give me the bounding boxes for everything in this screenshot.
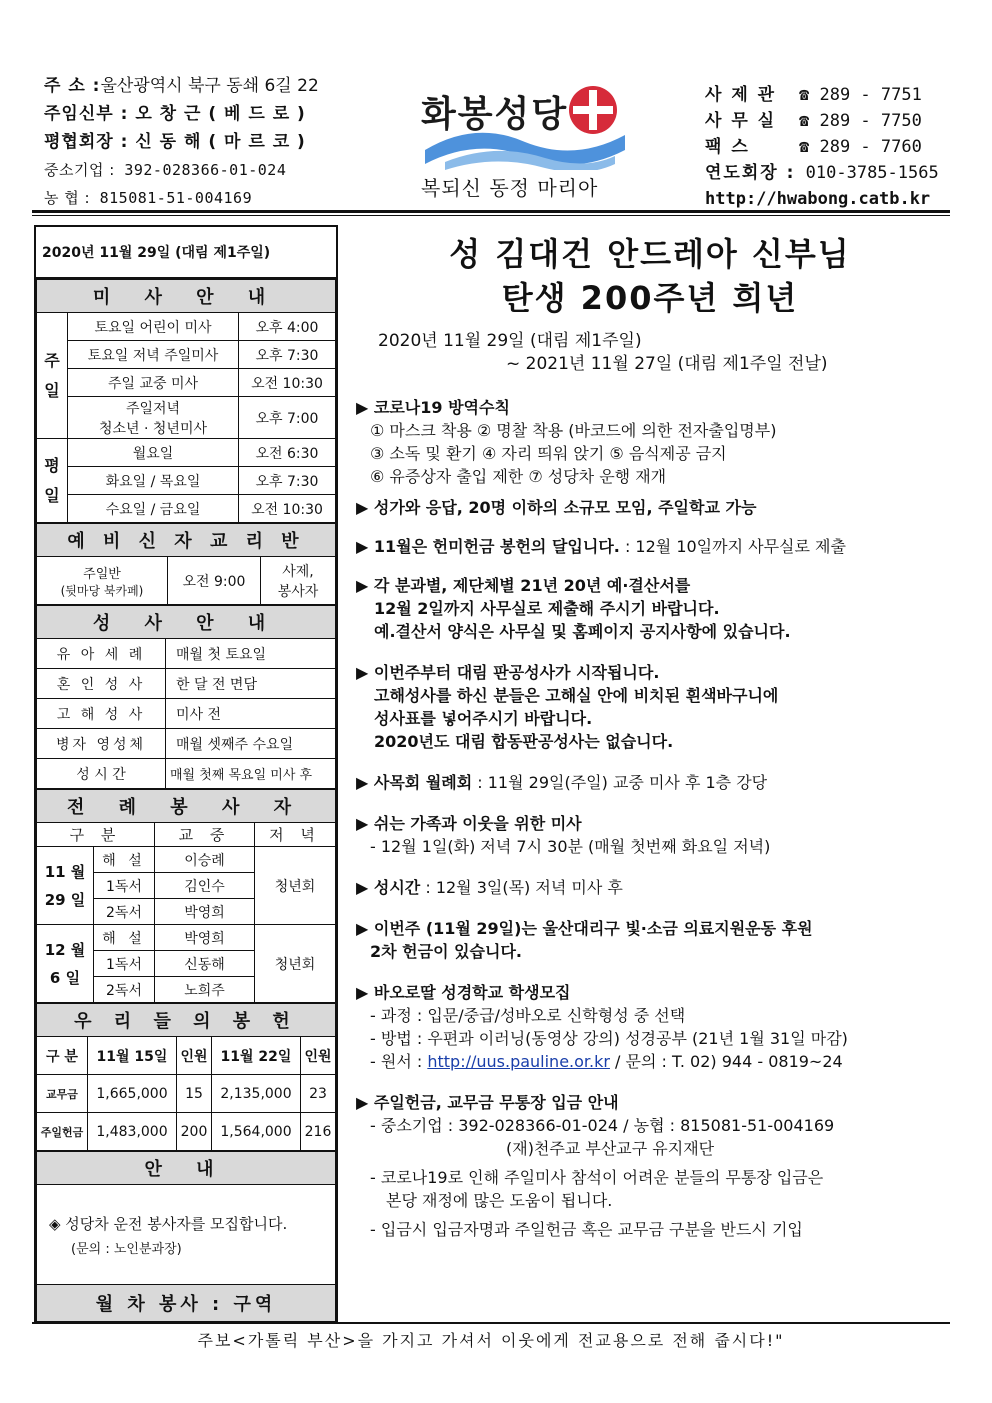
liturgy-role: 2독서: [94, 977, 155, 1003]
offering-title: 우 리 들 의 봉 헌: [37, 1004, 336, 1037]
liturgy-person: 박영희: [155, 925, 255, 951]
website-link[interactable]: http://hwabong.catb.kr: [705, 189, 931, 209]
notice-contact: (문의 : 노인분과장): [71, 1241, 182, 1257]
office-phone: 사 무 실 ☎ 289 - 7750: [705, 111, 922, 131]
liturgy-date: 11 월 29 일: [37, 847, 94, 925]
header-divider-thin: [32, 215, 950, 216]
mass-name: 월요일: [68, 439, 239, 467]
district-head-phone: 연도회장 : 010-3785-1565: [705, 163, 939, 183]
liturgy-date: 12 월 6 일: [37, 925, 94, 1003]
header-info-left: [44, 72, 344, 212]
rectory-phone: 사 제 관 ☎ 289 - 7751: [705, 85, 922, 105]
bank-transfer-holder: (재)천주교 부산교구 유지재단: [506, 1139, 715, 1158]
sacrament-name: 유 아 세 례: [37, 639, 166, 669]
sacrament-name: 병자 영성체: [37, 729, 166, 759]
offering-amount: 2,135,000: [212, 1075, 301, 1113]
header-contacts: [705, 82, 955, 212]
liturgy-role: 해 설: [94, 925, 155, 951]
council-president-row: 평협회장 : 신 동 해 ( 마 르 코 ): [44, 132, 306, 152]
mass-time: 오후 4:00: [239, 313, 336, 341]
liturgy-head: 저 녁: [255, 823, 336, 847]
offering-amount: 1,665,000: [88, 1075, 177, 1113]
offering-type: 교무금: [37, 1075, 88, 1113]
confession-notice-line: 2020년도 대림 합동판공성사는 없습니다.: [374, 732, 674, 751]
sacrament-value: 매월 첫 토요일: [166, 639, 336, 669]
bible-school-detail: - 원서 : http://uus.pauline.or.kr / 문의 : T. 02) 944 - 0819~24: [370, 1052, 843, 1071]
budget-notice-line: 예.결산서 양식은 사무실 및 홈페이지 공지사항에 있습니다.: [374, 622, 791, 641]
liturgy-evening: 청년회: [255, 847, 336, 925]
mass-time: 오전 6:30: [239, 439, 336, 467]
bible-school-detail: - 방법 : 우편과 이러닝(동영상 강의) 성경공부 (21년 1월 31일 마감): [370, 1029, 848, 1048]
pastor-row: 주임신부 : 오 창 근 ( 베 드 로 ): [44, 104, 306, 124]
mass-name: 주일 교중 미사: [68, 369, 239, 397]
holy-hour-notice: ▶ 성시간 : 12월 3일(목) 저녁 미사 후: [356, 878, 623, 897]
offering-head: 11월 22일: [212, 1037, 301, 1075]
pauline-link[interactable]: http://uus.pauline.or.kr: [427, 1052, 610, 1071]
covid-rules-heading: ▶ 코로나19 방역수칙: [356, 398, 510, 417]
offering-head: 인원: [301, 1037, 336, 1075]
mass-name: 화요일 / 목요일: [68, 467, 239, 495]
sunday-label: 주 일: [37, 313, 68, 439]
sacrament-value: 매월 셋째주 수요일: [166, 729, 336, 759]
catechumen-table: [36, 523, 336, 605]
sacrament-value: 한 달 전 면담: [166, 669, 336, 699]
footer-divider: [32, 1322, 950, 1324]
liturgy-head: 교 중: [155, 823, 255, 847]
covid-rule-line: ⑥ 유증상자 출입 제한 ⑦ 성당차 운행 재개: [370, 467, 667, 486]
left-info-column: [34, 225, 338, 1324]
pastoral-meeting-notice: ▶ 사목회 월례회 : 11월 29일(주일) 교중 미사 후 1층 강당: [356, 773, 768, 792]
offering-type: 주일헌금: [37, 1113, 88, 1151]
mass-time: 오전 10:30: [239, 495, 336, 523]
jubilee-title-line2: 탄생 200주년 희년: [501, 279, 799, 317]
notice-body: [37, 1185, 336, 1285]
catechumen-time: 오전 9:00: [168, 557, 261, 605]
notice-title: 안 내: [37, 1152, 336, 1185]
rest-mass-detail: - 12월 1일(화) 저녁 7시 30분 (매월 첫번째 화요일 저녁): [370, 837, 771, 856]
sacrament-value: 매월 첫째 목요일 미사 후: [166, 759, 336, 789]
bank-transfer-detail: - 코로나19로 인해 주일미사 참석이 어려운 분들의 무통장 입금은: [370, 1168, 824, 1187]
offering-table: [36, 1003, 336, 1151]
mass-name: 토요일 저녁 주일미사: [68, 341, 239, 369]
offering-head: 11월 15일: [88, 1037, 177, 1075]
offering-amount: 1,564,000: [212, 1113, 301, 1151]
jubilee-title: [360, 232, 940, 320]
liturgy-table: [36, 789, 336, 1003]
jubilee-period-start: 2020년 11월 29일 (대림 제1주일): [378, 331, 642, 351]
sacrament-name: 혼 인 성 사: [37, 669, 166, 699]
small-group-notice: ▶ 성가와 응답, 20명 이하의 소규모 모임, 주일학교 가능: [356, 498, 757, 517]
budget-notice-line: 12월 2일까지 사무실로 제출해 주시기 바랍니다.: [374, 599, 720, 618]
liturgy-role: 2독서: [94, 899, 155, 925]
offering-amount: 1,483,000: [88, 1113, 177, 1151]
sacrament-table: [36, 605, 336, 789]
bank-transfer-heading: ▶ 주일헌금, 교무금 무통장 입금 안내: [356, 1093, 619, 1112]
liturgy-person: 박영희: [155, 899, 255, 925]
church-name: 화봉성당: [421, 94, 569, 135]
mass-schedule-table: [36, 279, 336, 523]
mass-name: 수요일 / 금요일: [68, 495, 239, 523]
bulletin-date: 2020년 11월 29일 (대림 제1주일): [36, 227, 336, 278]
offering-head: 구 분: [37, 1037, 88, 1075]
notice-main: ◈ 성당차 운전 봉사자를 모집합니다.: [49, 1214, 288, 1233]
liturgy-person: 김인수: [155, 873, 255, 899]
sacrament-value: 미사 전: [166, 699, 336, 729]
bible-school-heading: ▶ 바오로딸 성경학교 학생모집: [356, 983, 571, 1002]
mass-time: 오후 7:30: [239, 467, 336, 495]
rest-mass-heading: ▶ 쉬는 가족과 이웃을 위한 미사: [356, 814, 582, 833]
confession-notice-line: 성사표를 넣어주시기 바랍니다.: [374, 709, 593, 728]
liturgy-evening: 청년회: [255, 925, 336, 1003]
liturgy-head: 구 분: [37, 823, 155, 847]
offering-head: 인원: [177, 1037, 212, 1075]
confession-notice-line: 고해성사를 하신 분들은 고해실 안에 비치된 흰색바구니에: [374, 686, 779, 705]
bank-transfer-detail: - 중소기업 : 392-028366-01-024 / 농협 : 815081-51-004169: [370, 1116, 835, 1135]
monthly-service: 월 차 봉사 : 구역: [37, 1285, 336, 1322]
liturgy-person: 이승례: [155, 847, 255, 873]
jubilee-title-line1: 성 김대건 안드레아 신부님: [449, 235, 851, 273]
liturgy-person: 신동해: [155, 951, 255, 977]
footer-message: 주보<가톨릭 부산>을 가지고 가셔서 이웃에게 전교용으로 전해 줍시다!": [197, 1331, 785, 1350]
jubilee-period-end: ~ 2021년 11월 27일 (대림 제1주일 전날): [506, 354, 828, 374]
announcements: [356, 330, 956, 1241]
covid-rule-line: ① 마스크 착용 ② 명찰 착용 (바코드에 의한 전자출입명부): [370, 421, 777, 440]
catechumen-title: 예 비 신 자 교 리 반: [37, 524, 336, 557]
address-row: 주 소 :울산광역시 북구 동쇄 6길 22: [44, 76, 319, 96]
catechumen-teacher: 사제, 봉사자: [261, 557, 336, 605]
date-table: [36, 227, 336, 279]
mass-name: 주일저녁 청소년 · 청년미사: [68, 397, 239, 439]
header-divider: [32, 210, 950, 213]
liturgy-person: 노희주: [155, 977, 255, 1003]
fax-number: 팩 스 ☎ 289 - 7760: [705, 137, 922, 157]
mass-schedule-title: 미 사 안 내: [37, 280, 336, 313]
confession-notice-line: ▶ 이번주부터 대림 판공성사가 시작됩니다.: [356, 663, 660, 682]
liturgy-role: 1독서: [94, 873, 155, 899]
liturgy-role: 해 설: [94, 847, 155, 873]
mass-time: 오전 10:30: [239, 369, 336, 397]
liturgy-role: 1독서: [94, 951, 155, 977]
liturgy-title: 전 례 봉 사 자: [37, 790, 336, 823]
covid-rule-line: ③ 소독 및 환기 ④ 자리 띄워 앉기 ⑤ 음식제공 금지: [370, 444, 727, 463]
budget-notice-line: ▶ 각 분과별, 제단체별 21년 20년 예·결산서를: [356, 576, 691, 595]
mass-name: 토요일 어린이 미사: [68, 313, 239, 341]
sacrament-name: 고 해 성 사: [37, 699, 166, 729]
offering-count: 15: [177, 1075, 212, 1113]
bank-transfer-detail: - 입금시 입금자명과 주일헌금 혹은 교무금 구분을 반드시 기입: [370, 1220, 803, 1239]
offering-count: 200: [177, 1113, 212, 1151]
catechumen-class: 주일반 (뒷마당 북카페): [37, 557, 168, 605]
notice-table: [36, 1151, 336, 1322]
sacrament-name: 성 시 간: [37, 759, 166, 789]
church-logo: [415, 80, 645, 200]
bank-account-1: 중소기업 : 392-028366-01-024: [44, 161, 287, 179]
sacrament-title: 성 사 안 내: [37, 606, 336, 639]
offering-month-notice: ▶ 11월은 헌미헌금 봉헌의 달입니다. : 12월 10일까지 사무실로 제출: [356, 537, 846, 556]
church-patron: 복되신 동정 마리아: [421, 176, 599, 200]
offering-count: 23: [301, 1075, 336, 1113]
mass-time: 오후 7:30: [239, 341, 336, 369]
second-collection-line: 2차 헌금이 있습니다.: [370, 942, 522, 961]
offering-count: 216: [301, 1113, 336, 1151]
weekday-label: 평 일: [37, 439, 68, 523]
second-collection-line: ▶ 이번주 (11월 29일)는 울산대리구 빛·소금 의료지원운동 후원: [356, 919, 813, 938]
bank-transfer-detail: 본당 재정에 많은 도움이 됩니다.: [386, 1191, 613, 1210]
bank-account-2: 농 협 : 815081-51-004169: [44, 189, 253, 207]
mass-time: 오후 7:00: [239, 397, 336, 439]
bible-school-detail: - 과정 : 입문/중급/성바오로 신학형성 중 선택: [370, 1006, 686, 1025]
